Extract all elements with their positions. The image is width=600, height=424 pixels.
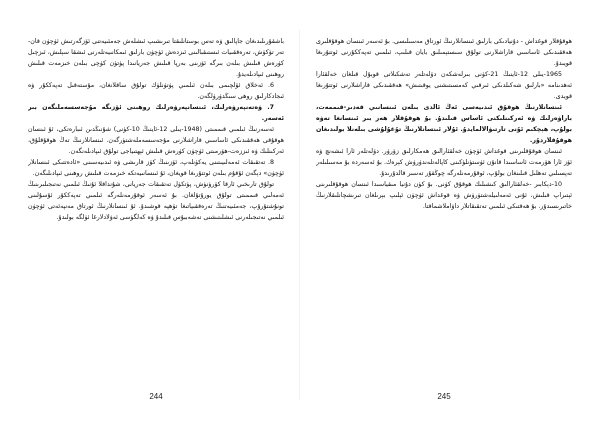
paragraph-heading: 7. ۋەتەنپەرۋەرلىك، ئىنسانپەرۋەرلىك روھىنى ئۆزىگە مۇجەسسەملىگەن بىر ئەسەر. [28, 104, 284, 122]
paragraph: 10-دېكابىر -خەلقئارالىق كىشىلىك ھوقۇق كۈنى. بۇ كۈن دۇنيا مىقياسىدا ئىنسان ھوقۇقلىرىنى ئېتىراپ قىلىش، ئۇنى ئەمەلىيلەشتۈرۈش ۋە قوغداش ئۈچۈن ئېلىپ بېرىلغان تىرىشچانلىقلارنىڭ خاتىرىسىدۇر. بۇ ھەقتىكى ئىلمىي تەتقىقاتلار داۋاملاشماقتا. [316, 181, 572, 210]
paragraph: ئەسەرنىڭ ئىلمىي قىممىتى (1948-يىلى 12-ئاينىڭ 10-كۈنى) شۇنىڭدىن ئىبارەتكى، ئۇ ئىنسان ھوقۇقى ھەققىدىكى ئاساسىي قاراشلارنى مۇجەسسەملەشتۈرگەن. ئىنسانلارنىڭ تەڭ ھوقۇقلۇق، ئەركىنلىك ۋە ئىززەت-ھۆرمىتى ئۈچۈن كۈرەش قىلىش ئېھتىياجى تولۇق ئىپادىلەنگەن. [28, 126, 284, 155]
paragraph: تولۇق تارىخىي ئارقا كۆرۈنۈش، پۈتكۈل تەتقىقات جەريانى، شۇنداقلا ئۇنىڭ ئىلمىي نەتىجىلىرىنىڭ ئەمەلىي قىممىتى تولۇق يورۇتۇلغان. بۇ ئەسەر ئوقۇرمەنلەرگە ئىلمىي تەپەككۇر ئۇسۇلىنى تونۇشتۇرۇپ، جەمئىيەتنىڭ تەرەققىياتىغا تۆھپە قوشىدۇ. ئۇ ئىنسانلارنىڭ ئورتاق مەنپەئەتى ئۈچۈن ئىلمىي نەتىجىلەرنى ئىشلىتىشنى تەشەببۇس قىلىدۇ ۋە كەلگۈسى ئەۋلادلارغا ئۈلگە بولىدۇ. [28, 181, 284, 221]
right-page [316, 36, 572, 386]
page-number-right: 245 [437, 392, 451, 401]
paragraph: ئىنسان ھوقۇقلىرىنى قوغداش ئۈچۈن خەلقئارالىق ھەمكارلىق زۆرۈر. دۆلەتلەر ئارا ئىشەنچ ۋە ئۆز ئارا ھۆرمەت ئاساسىدا قانۇن ئۈستۈنلۈكىنى كاپالەتلەندۈرۈش كېرەك. بۇ ئەسەردە بۇ مەسىلىلەر تەپسىلىي تەھلىل قىلىنغان بولۇپ، ئوقۇرمەنلەرگە چوڭقۇر تەسىر قالدۇرىدۇ. [316, 148, 572, 177]
paragraph: باشقۇرىلىدىغان جاپالىق ۋە تەس بوستانلىقتا تىرىشىپ ئىشلەش جەمئىيەتنى ئۆزگەرتىش ئۈچۈن قان-تەر تۆكۈش، تەرەققىيات ئىستىقبالىنى ئىزدەش ئۈچۈن بارلىق ئىمكانىيەتلەرنى ئىشقا سېلىش، ئىزچىل كۈرەش قىلىش بىلەن بىرگە ئۆزىنى بەرپا قىلىش جەريانىدا پۈتۈن كۈچى بىلەن خىزمەت قىلىش روھىنى ئىپادىلەيدۇ. [28, 38, 284, 78]
page-gutter [299, 30, 300, 400]
paragraph: ھوقۇقلار قوغداش - دۇنيادىكى بارلىق ئىنسانلارنىڭ ئورتاق مەسىلىسى. بۇ ئەسەر ئىنسان ھوقۇقلىرى ھەققىدىكى ئاساسىي قاراشلارنى تولۇق سىستېمىلىق بايان قىلىپ، ئىلمىي تەپەككۇرنى ئوتتۇرىغا قويىدۇ. [316, 38, 572, 67]
paragraph: 6. ئەخلاق ئۆلچىمى بىلەن ئىلمىي پۈتۈنلۈك تولۇق ساقلانغان، مۇستەقىل تەپەككۇر ۋە ئىجادكارلىق روھى سىڭدۈرۈلگەن. [28, 82, 284, 100]
paragraph: 8. تەتقىقات ئەمەلىيىتىنى يەكۈنلەپ، ئۆزىنىڭ كۆز قارىشى ۋە ئىدىيەسىنى «ئادەتتىكى ئىنسانلار ئۈچۈن» دېگەن ئۇقۇم بىلەن ئوتتۇرىغا قويغان، ئۇ ئىنسانىيەتكە خىزمەت قىلىش روھىنى ئىپادىلىگەن. [28, 159, 284, 177]
paragraph-heading: ئىنسانلارنىڭ ھوقۇق ئىدىيەسى ئەڭ ئالدى بىلەن ئىنسانىي قەدىر-قىممەت، باراۋەرلىك ۋە ئەركىنلىكنى ئاساس قىلىدۇ. بۇ ھوقۇقلار ھەر بىر ئىنسانغا تەۋە بولۇپ، ھېچكىم ئۇنى تارتىۋالالمايدۇ. ئۇلار ئىنسانلارنىڭ تۇغۇلۇشى بىلەنلا بولىدىغان ھوقۇقلاردۇر. [316, 104, 572, 144]
page-number-left: 244 [149, 392, 163, 401]
left-page [28, 36, 284, 386]
paragraph: 1965-يىلى 12-ئاينىڭ 21-كۈنى بىرلەشكەن دۆلەتلەر تەشكىلاتى قوبۇل قىلغان خەلقئارا ئەھدىنامە «بارلىق شەكىلدىكى ئىرقىي كەمسىتىشنى يوقىتىش» ھەققىدىكى قاراشلارنى ئوتتۇرىغا قويدى. [316, 71, 572, 100]
